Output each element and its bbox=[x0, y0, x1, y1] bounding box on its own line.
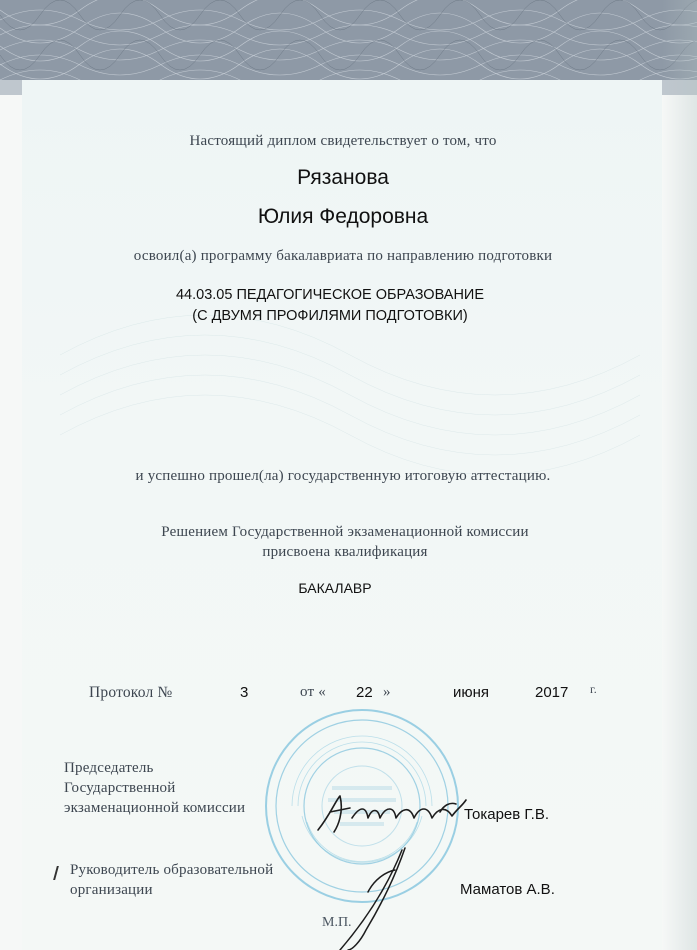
chairman-title-line2: Государственной bbox=[64, 780, 176, 796]
attestation-text: и успешно прошел(ла) государственную итоговую аттестацию. bbox=[135, 468, 551, 484]
protocol-number: 3 bbox=[240, 684, 249, 701]
chairman-title-line3: экзаменационной комиссии bbox=[64, 800, 246, 816]
seal-place-label: М.П. bbox=[322, 915, 352, 930]
protocol-day: 22 bbox=[356, 684, 373, 701]
protocol-from: от « bbox=[300, 684, 326, 700]
program-title-line1: 44.03.05 ПЕДАГОГИЧЕСКОЕ ОБРАЗОВАНИЕ bbox=[175, 287, 485, 303]
certify-text: Настоящий диплом свидетельствует о том, что bbox=[189, 133, 497, 149]
protocol-year: 2017 bbox=[535, 684, 569, 701]
protocol-label: Протокол № bbox=[89, 684, 173, 701]
page-edge-shadow bbox=[662, 0, 697, 950]
protocol-close-quote: » bbox=[383, 684, 391, 700]
decision-line1: Решением Государственной экзаменационной комиссии bbox=[161, 524, 529, 540]
protocol-month: июня bbox=[453, 684, 490, 701]
protocol-year-suffix: г. bbox=[590, 682, 597, 696]
background-pattern bbox=[60, 95, 640, 515]
graduate-given-names: Юлия Федоровна bbox=[257, 205, 429, 228]
official-seal bbox=[262, 706, 462, 906]
graduate-surname: Рязанова bbox=[297, 166, 389, 189]
qualification: БАКАЛАВР bbox=[298, 580, 372, 596]
head-name: Маматов А.В. bbox=[460, 881, 555, 898]
program-title-line2: (С ДВУМЯ ПРОФИЛЯМИ ПОДГОТОВКИ) bbox=[192, 308, 468, 324]
chairman-name: Токарев Г.В. bbox=[464, 806, 550, 823]
head-title-line2: организации bbox=[70, 882, 153, 898]
chairman-title-line1: Председатель bbox=[64, 760, 154, 776]
head-title-line1: Руководитель образовательной bbox=[70, 862, 274, 878]
program-intro: освоил(а) программу бакалавриата по направлению подготовки bbox=[133, 248, 553, 264]
decision-line2: присвоена квалификация bbox=[262, 544, 428, 560]
